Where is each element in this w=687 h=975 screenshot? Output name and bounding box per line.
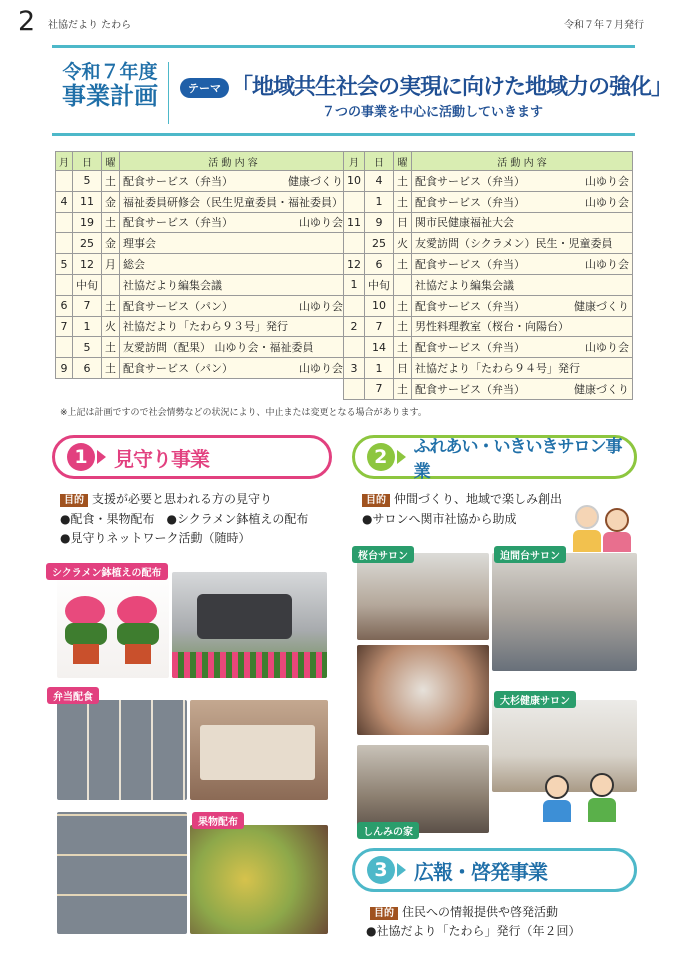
section-3-number: 3	[367, 856, 395, 884]
box-stack-shape	[200, 725, 315, 780]
schedule-note: ※上記は計画ですので社会情勢などの状況により、中止または変更となる場合があります。	[60, 408, 427, 418]
activity-cell	[412, 274, 633, 295]
schedule-row	[56, 358, 347, 379]
activity-cell	[412, 358, 633, 379]
day-cell: 11	[73, 191, 102, 212]
section-2-title: ふれあい・いきいきサロン事業	[413, 437, 622, 482]
activity-group: 山ゆり会	[299, 362, 343, 376]
bullet: ●見守りネットワーク活動（随時）	[60, 531, 251, 545]
photo-label: 大杉健康サロン	[494, 691, 576, 708]
month-cell	[344, 295, 365, 316]
weekday-cell: 土	[394, 337, 412, 358]
schedule-table-left	[55, 151, 347, 379]
weekday-cell: 火	[394, 233, 412, 254]
pot-shape	[73, 644, 99, 664]
month-cell: 12	[344, 254, 365, 275]
section-1-header	[52, 435, 332, 479]
col-weekday: 曜	[394, 152, 412, 171]
day-cell: 1	[365, 358, 394, 379]
weekday-cell	[102, 274, 120, 295]
child-face	[545, 775, 569, 799]
section-2-bullets	[362, 510, 516, 529]
weekday-cell: 日	[394, 212, 412, 233]
weekday-cell: 土	[394, 254, 412, 275]
weekday-cell	[394, 274, 412, 295]
month-cell: 7	[56, 316, 73, 337]
schedule-row	[344, 233, 633, 254]
schedule-row	[344, 171, 633, 192]
day-cell: 7	[365, 316, 394, 337]
activity-cell	[412, 254, 633, 275]
day-cell: 14	[365, 337, 394, 358]
activity-text: 社協だより編集会議	[415, 278, 514, 292]
divider-bottom	[52, 133, 635, 136]
activity-text: 配食サービス（弁当）	[415, 174, 525, 188]
activity-text: 総会	[123, 258, 145, 272]
activity-group: 健康づくり	[574, 382, 629, 396]
photo-bento-trays	[57, 812, 187, 934]
col-activity: 活 動 内 容	[412, 152, 633, 171]
day-cell: 7	[365, 378, 394, 399]
title-separator	[168, 62, 169, 124]
weekday-cell: 月	[102, 254, 120, 275]
weekday-cell: 土	[394, 378, 412, 399]
activity-text: 配食サービス（弁当）	[123, 174, 233, 188]
month-cell	[344, 233, 365, 254]
purpose-badge: 目的	[362, 494, 390, 507]
newsletter-name: 社協だより たわら	[48, 20, 132, 31]
bullet: ●サロンへ関市社協から助成	[362, 512, 517, 526]
purpose-badge: 目的	[370, 907, 398, 920]
activity-text: 社協だより「たわら９４号」発行	[415, 362, 580, 376]
activity-cell	[412, 171, 633, 192]
section-1-bullets	[60, 510, 308, 548]
activity-cell	[120, 316, 347, 337]
activity-text: 社協だより編集会議	[123, 278, 222, 292]
purpose-text: 住民への情報提供や啓発活動	[402, 905, 559, 919]
activity-cell	[120, 191, 347, 212]
col-month: 月	[344, 152, 365, 171]
photo-cyclamen-group	[172, 572, 327, 678]
activity-cell	[412, 233, 633, 254]
section-2-header	[352, 435, 637, 482]
month-cell	[344, 337, 365, 358]
day-cell: 4	[365, 171, 394, 192]
activity-text: 友愛訪問（シクラメン）民生・児童委員	[415, 237, 613, 251]
activity-text: 男性料理教室（桜台・向陽台）	[415, 320, 569, 334]
day-cell: 10	[365, 295, 394, 316]
col-activity: 活 動 内 容	[120, 152, 347, 171]
month-cell: 1	[344, 274, 365, 295]
activity-text: 社協だより「たわら９３号」発行	[123, 320, 288, 334]
theme-text: 「地域共生社会の実現に向けた地域力の強化」	[231, 75, 673, 100]
photo-hazamadai-salon	[492, 553, 637, 671]
col-day: 日	[365, 152, 394, 171]
activity-text: 配食サービス（弁当）	[415, 258, 525, 272]
activity-cell	[120, 337, 347, 358]
activity-text: 関市民健康福祉大会	[415, 216, 514, 230]
activity-cell	[412, 316, 633, 337]
month-cell: 4	[56, 191, 73, 212]
page-header	[0, 0, 687, 44]
theme-badge: テーマ	[180, 78, 229, 98]
photo-sakuradai-salon	[357, 553, 489, 640]
section-3-header	[352, 848, 637, 892]
day-cell: 5	[73, 337, 102, 358]
day-cell: 9	[365, 212, 394, 233]
arrow-icon	[397, 863, 406, 877]
activity-group: 健康づくり	[574, 299, 629, 313]
activity-cell	[120, 274, 347, 295]
schedule-row	[56, 171, 347, 192]
grandma-face	[605, 508, 629, 532]
month-cell	[56, 212, 73, 233]
flower-bed-shape	[172, 652, 327, 678]
schedule-row	[344, 337, 633, 358]
leaves-shape	[65, 623, 107, 645]
weekday-cell: 日	[394, 358, 412, 379]
month-cell: 11	[344, 212, 365, 233]
month-cell	[56, 233, 73, 254]
day-cell: 中旬	[365, 274, 394, 295]
flower-shape	[65, 596, 105, 626]
weekday-cell: 金	[102, 191, 120, 212]
photo-label: 桜台サロン	[352, 546, 414, 563]
activity-text: 配食サービス（弁当）	[415, 341, 525, 355]
section-1-purpose	[60, 490, 272, 507]
schedule-row	[344, 358, 633, 379]
activity-group: 山ゆり会	[585, 341, 629, 355]
activity-text: 理事会	[123, 237, 156, 251]
col-weekday: 曜	[102, 152, 120, 171]
month-cell: 6	[56, 295, 73, 316]
weekday-cell: 土	[102, 295, 120, 316]
activity-text: 配食サービス（弁当）	[415, 195, 525, 209]
section-2-number: 2	[367, 443, 395, 471]
activity-cell	[412, 337, 633, 358]
day-cell: 6	[365, 254, 394, 275]
schedule-row	[56, 212, 347, 233]
schedule-row	[344, 274, 633, 295]
day-cell: 25	[73, 233, 102, 254]
schedule-table-right	[343, 151, 633, 400]
weekday-cell: 土	[394, 295, 412, 316]
section-3-purpose	[370, 903, 558, 920]
month-cell: 9	[56, 358, 73, 379]
day-cell: 1	[365, 191, 394, 212]
activity-text: 配食サービス（弁当）	[415, 382, 525, 396]
schedule-row	[344, 378, 633, 399]
photo-bento-stack	[190, 700, 328, 800]
day-cell: 25	[365, 233, 394, 254]
photo-bento-boxes	[57, 700, 187, 800]
activity-group: 健康づくり	[288, 174, 343, 188]
photo-label: 果物配布	[192, 812, 244, 829]
schedule-row	[56, 191, 347, 212]
grandpa-body	[573, 530, 601, 552]
issue-date: 令和７年７月発行	[564, 20, 644, 31]
activity-cell	[412, 191, 633, 212]
pot-shape	[125, 644, 151, 664]
weekday-cell: 火	[102, 316, 120, 337]
schedule-row	[344, 316, 633, 337]
theme-subtitle: ７つの事業を中心に活動していきます	[322, 105, 544, 120]
photo-label: シクラメン鉢植えの配布	[46, 563, 168, 580]
weekday-cell: 金	[102, 233, 120, 254]
leaves-shape	[117, 623, 159, 645]
schedule-row	[344, 212, 633, 233]
section-2-purpose	[362, 490, 562, 507]
activity-cell	[412, 212, 633, 233]
schedule-row	[344, 191, 633, 212]
arrow-icon	[97, 450, 106, 464]
bullet: ●配食・果物配布 ●シクラメン鉢植えの配布	[60, 512, 309, 526]
purpose-badge: 目的	[60, 494, 88, 507]
arrow-icon	[397, 450, 406, 464]
activity-group: 山ゆり会	[585, 258, 629, 272]
month-cell: 3	[344, 358, 365, 379]
weekday-cell: 土	[102, 212, 120, 233]
schedule-row	[56, 316, 347, 337]
month-cell	[56, 337, 73, 358]
activity-cell	[120, 212, 347, 233]
day-cell: 12	[73, 254, 102, 275]
photo-shinmi-no-ie	[357, 745, 489, 833]
month-cell	[344, 378, 365, 399]
activity-cell	[120, 171, 347, 192]
month-cell	[344, 191, 365, 212]
schedule-row	[56, 274, 347, 295]
day-cell: 7	[73, 295, 102, 316]
photo-flower-arrangement	[357, 645, 489, 735]
grandpa-face	[575, 505, 599, 529]
activity-cell	[412, 295, 633, 316]
activity-text: 配食サービス（弁当）	[415, 299, 525, 313]
month-cell	[56, 274, 73, 295]
photo-cyclamen	[57, 568, 169, 678]
child-face	[590, 773, 614, 797]
purpose-text: 仲間づくり、地域で楽しみ創出	[394, 492, 563, 506]
activity-text: 配食サービス（パン）	[123, 299, 233, 313]
day-cell: 1	[73, 316, 102, 337]
activity-group: 山ゆり会	[299, 299, 343, 313]
col-day: 日	[73, 152, 102, 171]
weekday-cell: 土	[394, 316, 412, 337]
plan-title	[56, 62, 164, 109]
section-3-title: 広報・啓発事業	[414, 859, 547, 884]
plan-title-main: 事業計画	[62, 81, 158, 110]
month-cell: 10	[344, 171, 365, 192]
day-cell: 19	[73, 212, 102, 233]
weekday-cell: 土	[102, 171, 120, 192]
bullet: ●社協だより「たわら」発行（年２回）	[366, 924, 581, 938]
schedule-row	[56, 254, 347, 275]
month-cell: 5	[56, 254, 73, 275]
activity-text: 配食サービス（弁当）	[123, 216, 233, 230]
plan-title-year: 令和７年度	[62, 61, 158, 83]
page-number: 2	[18, 6, 36, 37]
activity-cell	[120, 254, 347, 275]
activity-cell	[120, 233, 347, 254]
month-cell: 2	[344, 316, 365, 337]
child-body	[588, 798, 616, 822]
activity-cell	[120, 295, 347, 316]
weekday-cell: 土	[394, 171, 412, 192]
photo-label: 弁当配食	[47, 687, 99, 704]
schedule-row	[56, 295, 347, 316]
section-1-title: 見守り事業	[114, 446, 209, 471]
day-cell: 6	[73, 358, 102, 379]
section-1-number: 1	[67, 443, 95, 471]
activity-text: 福祉委員研修会（民生児童委員・福祉委員）	[123, 195, 343, 209]
flower-shape	[117, 596, 157, 626]
schedule-row	[56, 337, 347, 358]
photo-fruit	[190, 825, 328, 934]
photo-label: しんみの家	[357, 822, 419, 839]
weekday-cell: 土	[394, 191, 412, 212]
activity-text: 配食サービス（パン）	[123, 362, 233, 376]
divider-top	[52, 45, 635, 48]
purpose-text: 支援が必要と思われる方の見守り	[92, 492, 273, 506]
activity-text: 友愛訪問（配果） 山ゆり会・福祉委員	[123, 341, 314, 355]
section-3-bullets	[366, 922, 580, 941]
day-cell: 5	[73, 171, 102, 192]
activity-cell	[412, 378, 633, 399]
schedule-row	[344, 295, 633, 316]
day-cell: 中旬	[73, 274, 102, 295]
schedule-row	[344, 254, 633, 275]
month-cell	[56, 171, 73, 192]
grandma-body	[603, 532, 631, 552]
col-month: 月	[56, 152, 73, 171]
people-group-shape	[197, 594, 292, 639]
activity-group: 山ゆり会	[585, 195, 629, 209]
schedule-row	[56, 233, 347, 254]
activity-group: 山ゆり会	[585, 174, 629, 188]
photo-label: 迫間台サロン	[494, 546, 566, 563]
weekday-cell: 土	[102, 337, 120, 358]
activity-group: 山ゆり会	[299, 216, 343, 230]
weekday-cell: 土	[102, 358, 120, 379]
activity-cell	[120, 358, 347, 379]
child-body	[543, 800, 571, 822]
